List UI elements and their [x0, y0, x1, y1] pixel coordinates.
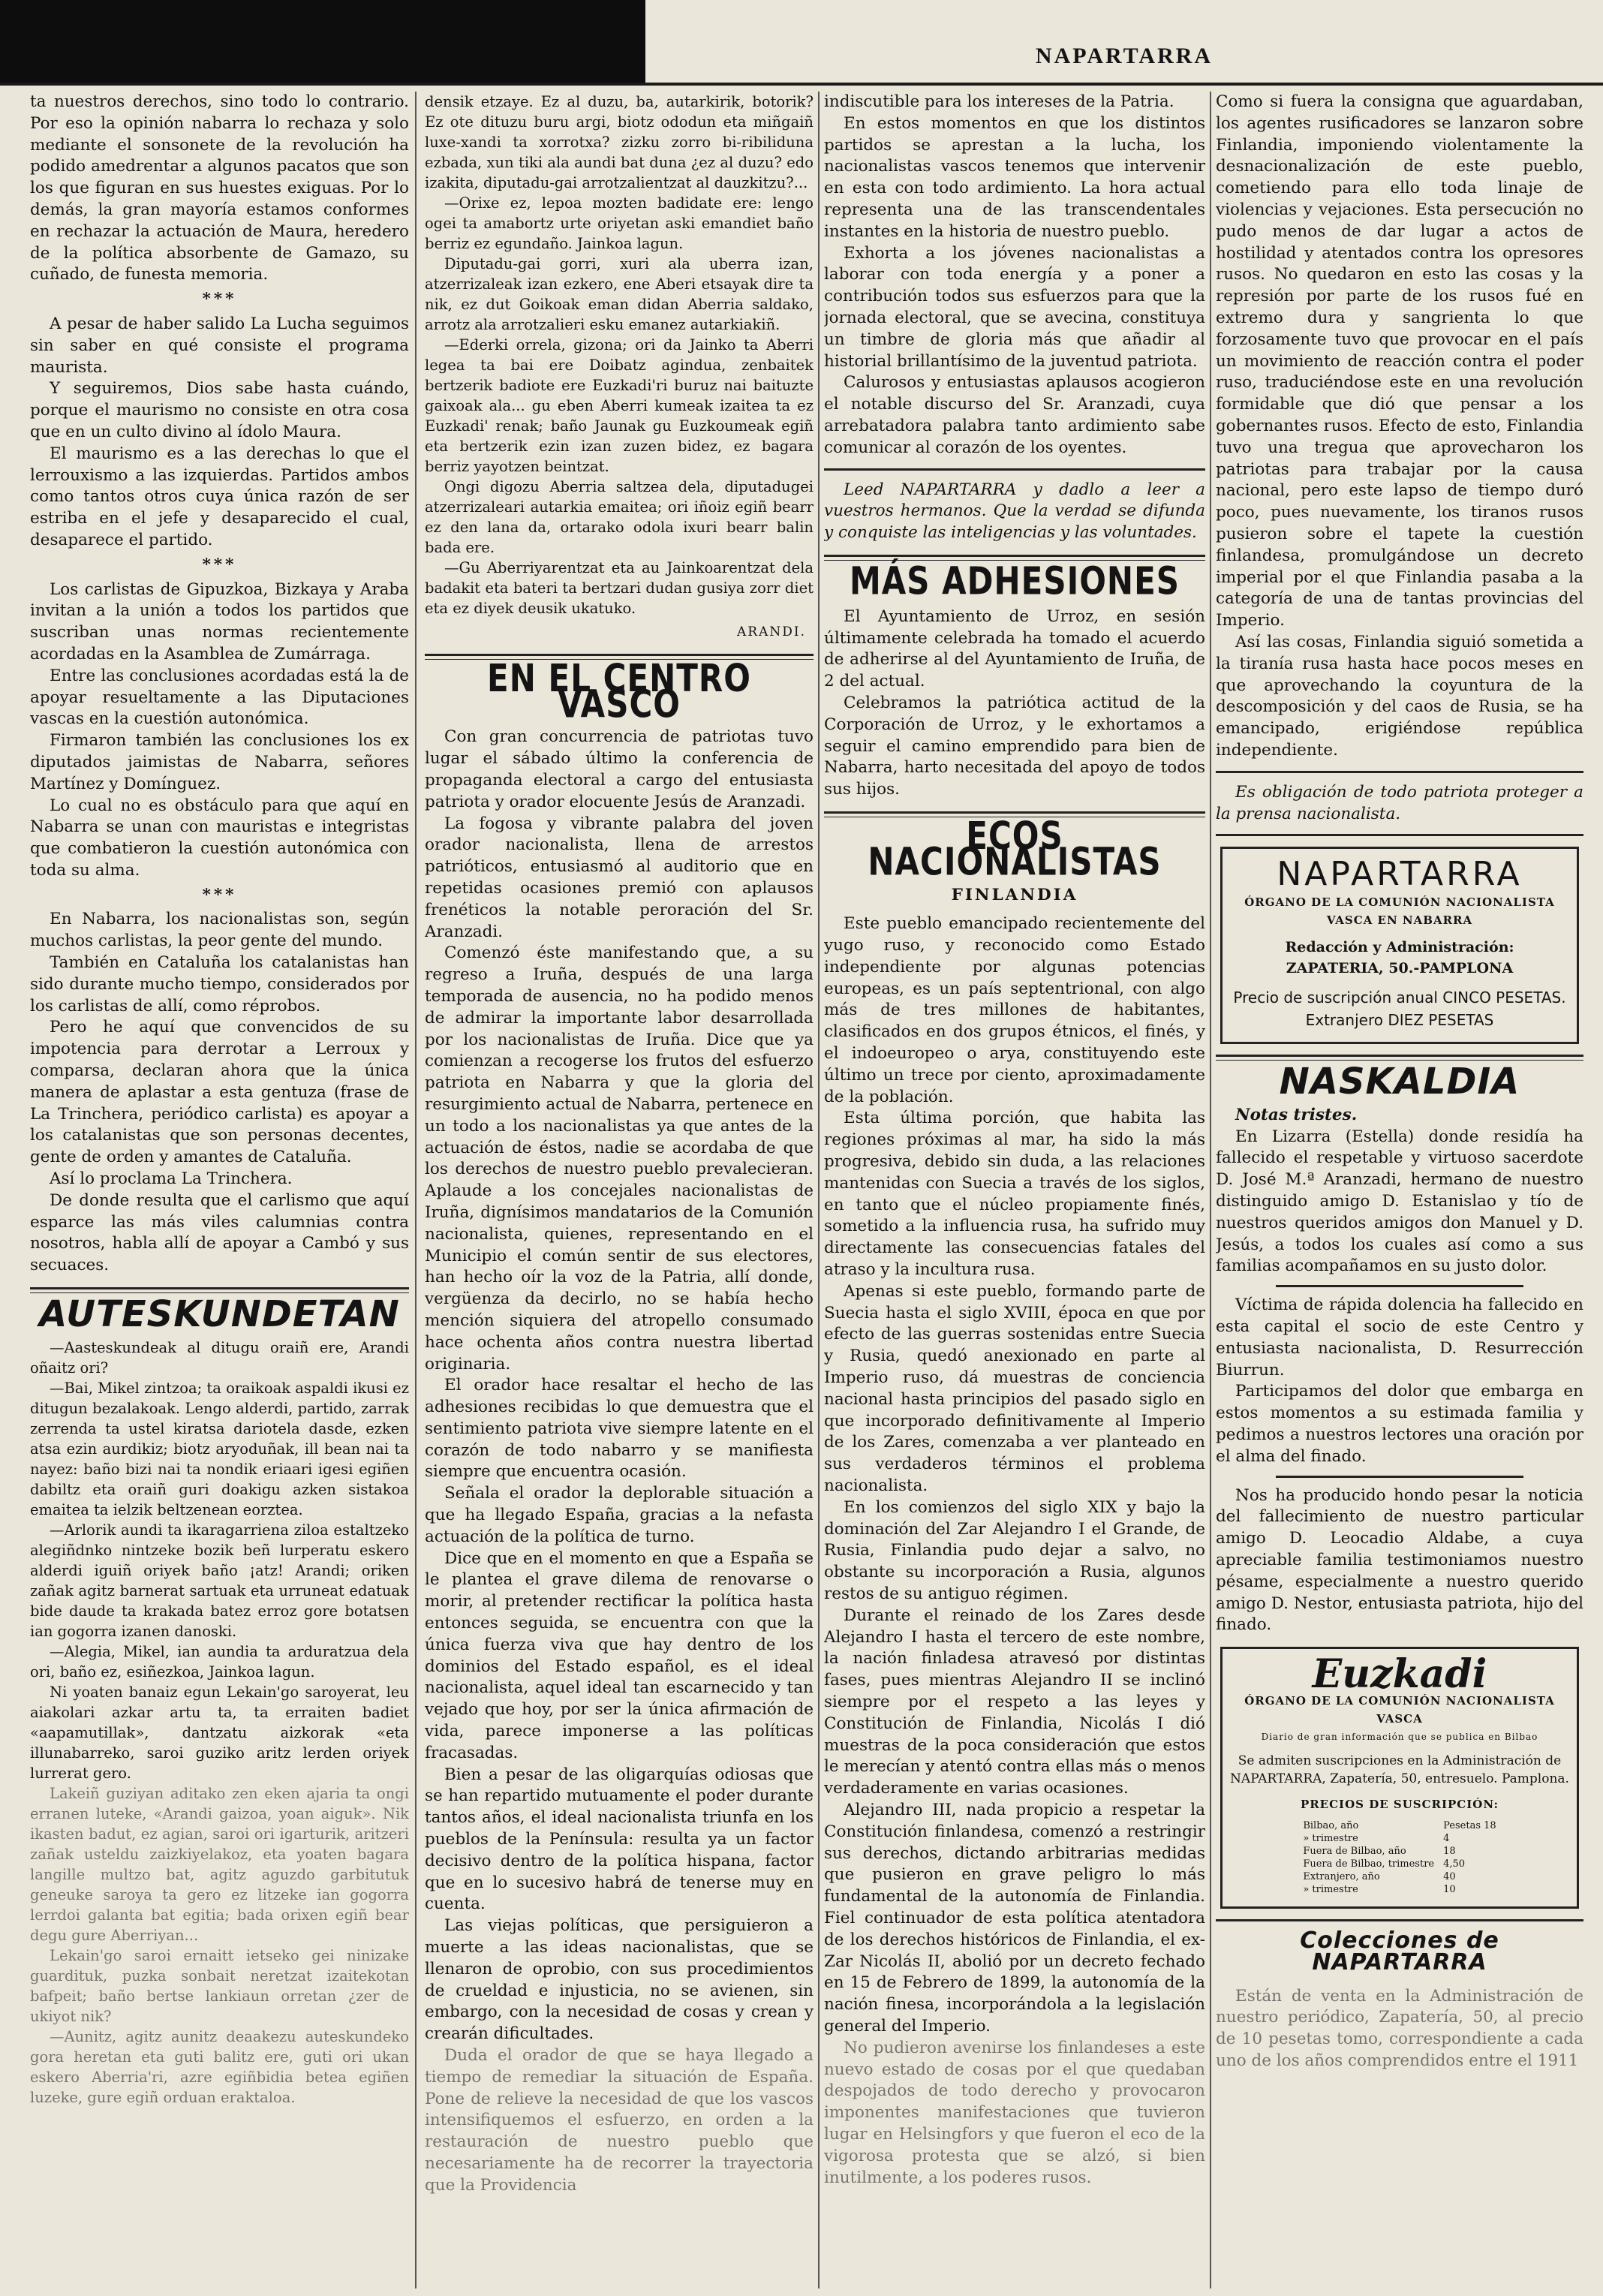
paragraph: Calurosos y entusiastas aplausos acogieron el notable discurso del Sr. Aranzadi, cuya arrebatadora palabra tanto ardimiento sabe comunicar al corazón de los oyentes.: [824, 373, 1205, 457]
paragraph: Diputadu-gai gorri, xuri ala uberra izan, atzerrizaleak izan ezkero, ene Aberi etsayak dire ta nik, ez dut Goikoak eman didan Aberria saldako, arrotz ala arrotzalieri esku emanez autarkiakiñ.: [425, 255, 814, 333]
paragraph: También en Cataluña los catalanistas han sido durante mucho tiempo, considerados por los carlistas de allí, como réprobos.: [30, 953, 409, 1016]
paragraph: ta nuestros derechos, sino todo lo contrario. Por eso la opinión nabarra lo rechaza y solo mediante el sonsonete de la revolución ha podido amedrentar a algunos pacatos que son los que figuran en sus huestes exiguas. Por lo demás, la gran mayoría estamos conformes en rechazar la actuación de Maura, heredero de la política absorbente de Gamazo, su cuñado, de funesta memoria.: [30, 92, 409, 284]
paragraph: En Nabarra, los nacionalistas son, según muchos carlistas, la peor gente del mundo.: [30, 910, 409, 951]
section-rule: [824, 468, 1205, 471]
paragraph: Como si fuera la consigna que aguardaban, los agentes rusificadores se lanzaron sobre Finlandia, imponiendo violentamente la desnacionalización de este pueblo, cometiendo para ello toda linaje de violencias y vejaciones. Esta persecución no pudo menos de dar lugar a actos de hostilidad y atentados contra los opresores rusos. No quedaron en esto las cosas y la represión por parte de los rusos fué en extremo dura y sangrienta lo que forzosamente tuvo que provocar en el país un movimiento de reacción contra el poder ruso, traduciéndose este en una revolución formidable que dió que pensar a los gobernantes rusos. Efecto de esto, Finlandia tuvo una tregua que aprovecharon los patriotas para trabajar por la causa nacional, pero este lapso de tiempo duró poco, pues nuevamente, los tiranos rusos pusieron sobre el tapete la cuestión finlandesa, promulgándose un decreto imperial por el que Finlandia pasaba a la categoría de una de tantas provincias del Imperio.: [1216, 92, 1583, 630]
paragraph: Lekain'go saroi ernaitt ietseko gei ninizake guardituk, puzka sonbait neretzat izaitekotan bafpeit; baño bertse lankiaun orretan ¿zer de ukiyot nik?: [30, 1946, 409, 2025]
paragraph: La fogosa y vibrante palabra del joven orador nacionalista, llena de arrestos patrióticos, entusiasmó al auditorio que en repetidas ocasiones premió con aplausos frenéticos la notable peroración del Sr. Aranzadi.: [425, 814, 814, 941]
paragraph: Participamos del dolor que embarga en estos momentos a su estimada familia y pedimos a nuestros lectores una oración por el alma del finado.: [1216, 1382, 1583, 1466]
paragraph: Esta última porción, que habita las regiones próximas al mar, ha sido la más progresiva, debido sin duda, a las relaciones mantenidas con Suecia a través de los siglos, en tanto que el núcleo propiamente finés, sometido a la influencia rusa, ha sufrido muy directamente las consecuencias fatales del atraso y la incultura rusa.: [824, 1109, 1205, 1280]
obligacion-note: Es obligación de todo patriota proteger a la prensa nacionalista.: [1216, 782, 1583, 823]
paragraph: Los carlistas de Gipuzkoa, Bizkaya y Araba invitan a la unión a todos los partidos que suscriban unas normas recientemente acordadas en la Asamblea de Zumárraga.: [30, 579, 409, 664]
price-row: [1298, 1819, 1500, 1832]
paragraph: Lakeiñ guziyan aditako zen eken ajaria ta ongi erranen luteke, «Arandi gaizoa, yoan aiguk». Nik ikasten badut, ez agian, saroi ori igarturik, aritzeri zañak usteldu zaizkiyelakoz, eta yoaten bagara langille multzo bat, agitz aguzdo garbitutuk geneuke saroya ta gero ez litzeke ian gogorra lerrdoi galanta bat egitia; bada orixen egiñ bear degu gure Aberriyan...: [30, 1784, 409, 1944]
box-precios-head: PRECIOS DE SUSCRIPCIÓN:: [1300, 1798, 1499, 1812]
paragraph: Pero he aquí que convencidos de su impotencia para derrotar a Lerroux y comparsa, declaran ahora que la única manera de aplastar a esta gentuza (frase de La Trinchera, periódico carlista) es apoyar a los catalanistas que son personas decentes, gente de orden y amantes de Cataluña.: [30, 1018, 409, 1167]
paragraph: Duda el orador de que se haya llegado a tiempo de remediar la situación de España. Pone de relieve la necesidad de que los vascos intensifiquemos el esfuerzo, en orden a la restauración de nuestro pueblo que necesariamente ha de recorrer la trayectoria que la Providencia: [425, 2046, 814, 2195]
price-value: 18: [1443, 1846, 1456, 1858]
paragraph: Lo cual no es obstáculo para que aquí en Nabarra se unan con mauristas e integristas que combatieron la cuestión autonómica con toda su alma.: [30, 796, 409, 880]
euzkadi-ad-box: [1220, 1647, 1579, 1909]
header-rule: [0, 83, 1603, 86]
paragraph: Así lo proclama La Trinchera.: [50, 1169, 293, 1189]
price-value: 40: [1443, 1871, 1456, 1883]
section-rule: [1216, 834, 1583, 836]
paragraph: Apenas si este pueblo, formando parte de Suecia hasta el siglo XVIII, época en que por efecto de las guerras sostenidas entre Suecia y Rusia, quedó anexionado en parte al Imperio ruso, dá muestras de conciencia nacional hasta principios del pasado siglo en que incorporado definitivamente al Imperio de los Zares, comenzaba a ver planteado en sus verdaderos términos el problema nacionalista.: [824, 1281, 1205, 1496]
price-table: [1298, 1819, 1500, 1896]
separator-stars: ***: [202, 555, 237, 574]
paragraph: —Aunitz, agitz aunitz deaakezu auteskundeko gora heretan eta guti balitz ere, guti ori ukan eskero Aberria'ri, azre egiñbidia betea egiñen luzeke, gure egiñ orduan eraktaloa.: [30, 2027, 409, 2106]
box-precio: Precio de suscripción anual CINCO PESETAS. Extranjero DIEZ PESETAS: [1233, 989, 1566, 1030]
box-organ: ÓRGANO DE LA COMUNIÓN NACIONALISTA VASCA: [1244, 1694, 1555, 1726]
paragraph: No pudieron avenirse los finlandeses a este nuevo estado de cosas por el que quedaban despojados de todo derecho y provocaron imponentes manifestaciones que tuvieron lugar en Helsingfors y que fueron el eco de la vigorosa protesta que se alzó, si bien inutilmente, a los poderes rusos.: [824, 2038, 1205, 2187]
section-rule: [30, 1287, 409, 1293]
column-3: [824, 92, 1205, 2296]
price-row: [1298, 1858, 1500, 1870]
running-title: NAPARTARRA: [1035, 44, 1214, 68]
auteskundetan-article: [30, 1338, 409, 2108]
paragraph: Con gran concurrencia de patriotas tuvo lugar el sábado último la conferencia de propaganda electoral a cargo del entusiasta patriota y orador elocuente Jesús de Aranzadi.: [425, 727, 814, 811]
separator-stars: ***: [202, 290, 237, 309]
paragraph: Comenzó éste manifestando que, a su regreso a Iruña, después de una larga temporada de ausencia, no ha podido menos de admirar la importante labor desarrollada por los nacionalistas de Iruña. Dice que ya comienzan a recogerse los frutos del esfuerzo patriota en Nabarra y que la gloria del resurgimiento actual de Nabarra, pertenece en un todo a los nacionalistas ya que antes de la actuación de éstos, nadie se acordaba de que los derechos de nuestro pueblo prevalecieran. Aplaude a los concejales nacionalistas de Iruña, dignísimos mandatarios de la Comunión nacionalista, quienes, representando en el Municipio el común sentir de sus electores, han hecho oír la voz de la Patria, allí donde, vergüenza da decirlo, no se había hecho mención siquiera del atropello consumado hace ochenta años contra nuestra libertad originaria.: [425, 943, 814, 1374]
paragraph: En Lizarra (Estella) donde residía ha fallecido el respetable y virtuoso sacerdote D. José M.ª Aranzadi, hermano de nuestro distinguido amigo D. Estanislao y tío de nuestros queridos amigos don Manuel y D. Jesús, a todos los cuales así como a sus familias acompañamos en su justo dolor.: [1216, 1127, 1583, 1276]
paragraph: Este pueblo emancipado recientemente del yugo ruso, y reconocido como Estado independiente por algunas potencias europeas, es un país septentrional, con algo más de tres millones de habitantes, clasificados en dos grupos étnicos, el finés, y el indoeuropeo o arya, constituyendo este último un trece por ciento, aproximadamente de la población.: [824, 914, 1205, 1106]
paragraph: En los comienzos del siglo XIX y bajo la dominación del Zar Alejandro I el Grande, de Rusia, Finlandia pudo dejar a salvo, no obstante su incorporación a Rusia, algunos restos de su antiguo régimen.: [824, 1497, 1205, 1603]
paragraph: Nos ha producido hondo pesar la noticia del fallecimiento de nuestro particular amigo D. Leocadio Aldabe, a cuya apreciable familia testimoniamos nuestro pésame, especialmente a nuestro querido amigo D. Nestor, entusiasta patriota, hijo del finado.: [1216, 1485, 1583, 1635]
column-divider: [415, 92, 417, 2288]
paragraph: Durante el reinado de los Zares desde Alejandro I hasta el tercero de este nombre, la nación finladesa atravesó por distintas fases, pues mientras Alejandro II se inclinó siempre por el respeto a las leyes y Constitución de Finlandia, Nicolás I dió muestras de la poca consideración que estos le merecían y atentó contra ellas más o menos verdaderamente en varias ocasiones.: [824, 1605, 1205, 1798]
paragraph: Señala el orador la deplorable situación a que ha llegado España, gracias a la nefasta actuación de la política de turno.: [425, 1484, 814, 1546]
price-value: Pesetas 18: [1443, 1820, 1496, 1832]
short-rule: [1276, 1476, 1523, 1478]
paragraph: Entre las conclusiones acordadas está la de apoyar resueltamente a las Diputaciones vascas en la cuestión autonómica.: [30, 666, 409, 729]
price-label: Fuera de Bilbao, trimestre: [1303, 1858, 1435, 1870]
paragraph: —Orixe ez, lepoa mozten badidate ere: lengo ogei ta amabortz urte oriyetan aski emandiet baño berriz ez egundaño. Jainkoa lagun.: [425, 194, 814, 252]
box-admite: Se admiten suscripciones en la Administración de NAPARTARRA, Zapatería, 50, entresuelo. Pamplona.: [1230, 1753, 1569, 1787]
paragraph: Están de venta en la Administración de nuestro periódico, Zapatería, 50, al precio de 10 pesetas tomo, correspondiente a cada uno de los años comprendidos entre el 1911: [1216, 1986, 1583, 2070]
paragraph: Ongi digozu Aberria saltzea dela, diputadugei atzerrizaleari autarkia emaitea; ori iñoiz egiñ bearr ez den lana da, ortarako odola ixuri bearr balin bada ere.: [425, 478, 814, 556]
section-rule: [1216, 1919, 1583, 1921]
column-divider: [818, 92, 820, 2288]
short-rule: [1276, 1285, 1523, 1287]
adhesiones-heading: MÁS ADHESIONES: [849, 558, 1180, 603]
paragraph: Las viejas políticas, que persiguieron a muerte a las ideas nacionalistas, que se llenaron de oprobio, con sus procedimientos de crueldad e injusticia, no se avienen, sin embargo, con la necesidad de cosas y crean y crearán dificultades.: [425, 1916, 814, 2044]
napartarra-masthead-box: [1220, 847, 1579, 1044]
box-title: NAPARTARRA: [1277, 855, 1523, 894]
price-label: Bilbao, año: [1303, 1820, 1359, 1832]
paragraph: En estos momentos en que los distintos partidos se aprestan a la lucha, los nacionalistas vascos tenemos que intervenir en esta con todo ardimiento. La hora actual representa una de las transcendentales instantes en la historia de nuestro pueblo.: [824, 113, 1205, 241]
column-divider: [1210, 92, 1211, 2288]
price-label: » trimestre: [1303, 1884, 1358, 1896]
paragraph: —Arlorik aundi ta ikaragarriena ziloa estaltzeko alegiñdnko nintzeke bozik beñ lurperatu eskero alderdi iguiñ oriyek baño ¡atz! Arandi; oriken zañak agitz barnerat sartuak eta urruneat edatuak bide daude ta krakada batez erroz gore botatsen ian gogorra izanen danoski.: [30, 1521, 409, 1640]
paragraph: Ni yoaten banaiz egun Lekain'go saroyerat, leu aiakolari azkar artu ta, ta erraiten badiet «aapamutillak», dantzatu aizkorak «eta illunabarreko, saroi guziko aritz lerden oriyek lurrerat gero.: [30, 1683, 409, 1782]
ecos-heading: ECOS NACIONALISTAS: [868, 813, 1162, 884]
price-row: [1298, 1832, 1500, 1845]
auteskundetan-continuation: [425, 92, 814, 618]
price-value: 10: [1443, 1884, 1456, 1896]
box-diario: Diario de gran información que se publica en Bilbao: [1261, 1732, 1538, 1743]
price-label: » trimestre: [1303, 1833, 1358, 1845]
price-label: Extranjero, año: [1303, 1871, 1380, 1883]
paragraph: El orador hace resaltar el hecho de las adhesiones recibidas lo que demuestra que el sentimiento patriota vive siempre latente en el corazón de todo nabarro y se manifiesta siempre que encuentra ocasión.: [425, 1376, 814, 1482]
paragraph: Víctima de rápida dolencia ha fallecido en esta capital el socio de este Centro y entusiasta nacionalista, D. Resurrección Biurrun.: [1216, 1295, 1583, 1380]
naskaldia-heading: NASKALDIA: [1279, 1061, 1520, 1103]
paragraph: —Aasteskundeak al ditugu oraiñ ere, Arandi oñaitz ori?: [30, 1338, 409, 1377]
section-rule: [1216, 771, 1583, 773]
paragraph: Exhorta a los jóvenes nacionalistas a laborar con toda energía y a poner a contribución todos sus esfuerzos para que la jornada electoral, que se avecina, constituya un timbre de gloria más que añadir al historial brillantísimo de la juventud patriota.: [824, 243, 1205, 371]
price-row: [1298, 1883, 1500, 1896]
paragraph: —Bai, Mikel zintzoa; ta oraikoak aspaldi ikusi ez ditugun bezalakoak. Lengo alderdi, partido, zarrak zerrenda ta ustel kiratsa dariotela dasde, ezken atsa ezin aurdikiz; biotz aryoduñak, ill bean nai ta nayez: baño bizi nai ta nondik eriaari igesi egiñen dabiltz eta oraiñ guri doakigu azken sistakoa emaitea ta ielzik beltzenean eorztea.: [30, 1379, 409, 1518]
separator-stars: ***: [202, 885, 237, 904]
price-row: [1298, 1870, 1500, 1883]
notas-subheading: Notas tristes.: [1235, 1105, 1358, 1124]
paragraph: —Gu Aberriyarentzat eta au Jainkoarentzat dela badakit eta bateri ta bertzari dudan gusiya zorr diet eta ez diyek deusik ukatuko.: [425, 559, 814, 617]
colecciones-heading: Colecciones de NAPARTARRA: [1300, 1927, 1499, 1976]
box-title: Euzkadi: [1312, 1651, 1487, 1698]
paragraph: Alejandro III, nada propicio a respetar la Constitución finlandesa, comenzó a restringir sus derechos, dictando arbitrarias medidas que pusieron en grave peligro lo más fundamental de la autonomía de Finlandia. Fiel continuador de esta política atentadora de los derechos históricos de Finlandia, el ex-Zar Nicolás II, abolió por un decreto fechado en 15 de Febrero de 1899, la autonomía de la nación finesa, incorporándola a la legislación general del Imperio.: [824, 1800, 1205, 2036]
paragraph: A pesar de haber salido La Lucha seguimos sin saber en qué consiste el programa maurista.: [30, 314, 409, 377]
price-value: 4: [1443, 1833, 1450, 1845]
box-organ: ÓRGANO DE LA COMUNIÓN NACIONALISTA VASCA EN NABARRA: [1244, 895, 1555, 928]
auteskundetan-heading: AUTESKUNDETAN: [39, 1293, 400, 1336]
header-black-bar: [0, 0, 645, 83]
price-row: [1298, 1845, 1500, 1858]
column-4: [1216, 92, 1583, 2296]
leed-note: Leed NAPARTARRA y dadlo a leer a vuestros hermanos. Que la verdad se difunda y conquiste las inteligencias y las voluntades.: [824, 480, 1205, 543]
paragraph: —Alegia, Mikel, ian aundia ta arduratzua dela ori, baño ez, esiñezkoa, Jainkoa lagun.: [30, 1642, 409, 1681]
paragraph: densik etzaye. Ez al duzu, ba, autarkirik, botorik? Ez ote dituzu buru argi, biotz ododun eta miñgaiñ luxe-xandi ta xorrotxa? zizku zorro bi-ribiliduna ezbada, xun tiki ala aundi bat duna ¿ez al duzu? edo izakita, diputadu-gai arrotzalientzat al dauzkitzu?...: [425, 93, 814, 191]
column-1: [30, 92, 409, 2296]
paragraph: Firmaron también las conclusiones los ex diputados jaimistas de Nabarra, señores Martínez y Domínguez.: [30, 731, 409, 793]
finlandia-subheading: FINLANDIA: [951, 885, 1078, 904]
box-redaccion: Redacción y Administración:: [1285, 939, 1514, 956]
paragraph: —Ederki orrela, gizona; ori da Jainko ta Aberri legea ta bai ere Doibatz agindua, zenbaitek bertzerik badiote ere Euzkadi'ri buruz nai baituzte gaixoak ala... gu eben Aberri kumeak izaitea ta ez Euzkadi' renak; baño Jaunak gu Euzkoumeak egiñ eta bertzerik ezin izan zuzen bidez, ez bagara berriz yayotzen beintzat.: [425, 336, 814, 475]
price-label: Fuera de Bilbao, año: [1303, 1846, 1406, 1858]
section-rule: [1216, 1055, 1583, 1061]
paragraph: De donde resulta que el carlismo que aquí esparce las más viles calumnias contra nosotros, habla allí de apoyar a Cambó y sus secuaces.: [30, 1190, 409, 1275]
paragraph: El maurismo es a las derechas lo que el lerrouxismo a las izquierdas. Partidos ambos como tantos otros cuya única razón de ser estriba en el jefe y desaparecido el cual, desaparece el partido.: [30, 444, 409, 549]
paragraph: Y seguiremos, Dios sabe hasta cuándo, porque el maurismo no consiste en otra cosa que en un culto divino al ídolo Maura.: [30, 379, 409, 441]
box-address: ZAPATERIA, 50.-PAMPLONA: [1286, 960, 1514, 977]
signature: ARANDI.: [737, 624, 806, 639]
centro-vasco-heading: EN EL CENTRO VASCO: [487, 655, 751, 727]
paragraph: Bien a pesar de las oligarquías odiosas que se han repartido mutuamente el poder durante tantos años, el ideal nacionalista triunfa en los pueblos de la Península: resulta ya un factor decisivo dentro de la política hispana, factor que en lo sucesivo habrá de tenerse muy en cuenta.: [425, 1765, 814, 1914]
paragraph: indiscutible para los intereses de la Patria.: [824, 92, 1174, 111]
paragraph: Así las cosas, Finlandia siguió sometida a la tiranía rusa hasta hace pocos meses en que aprovechando la coyuntura de la descomposición y del caos de Rusia, se ha emancipado, erigiéndose república independiente.: [1216, 632, 1583, 760]
paragraph: Dice que en el momento en que a España se le plantea el grave dilema de renovarse o morir, al pretender rectificar la política hasta entonces seguida, se encuentra con que la única fuerza viva que hay dentro de los dominios del Estado español, es el ideal nacionalista, aquel ideal tan escarnecido y tan vejado que hoy, por ser la única afirmación de vida, parece imponerse a las políticas fracasadas.: [425, 1548, 814, 1762]
price-value: 4,50: [1443, 1858, 1466, 1870]
paragraph: Celebramos la patriótica actitud de la Corporación de Urroz, y le exhortamos a seguir el camino emprendido para bien de Nabarra, harto necesitada del apoyo de todos sus hijos.: [824, 693, 1205, 799]
column-2: [425, 92, 814, 2296]
paragraph: El Ayuntamiento de Urroz, en sesión últimamente celebrada ha tomado el acuerdo de adherirse al del Ayuntamiento de Iruña, de 2 del actual.: [824, 606, 1205, 691]
